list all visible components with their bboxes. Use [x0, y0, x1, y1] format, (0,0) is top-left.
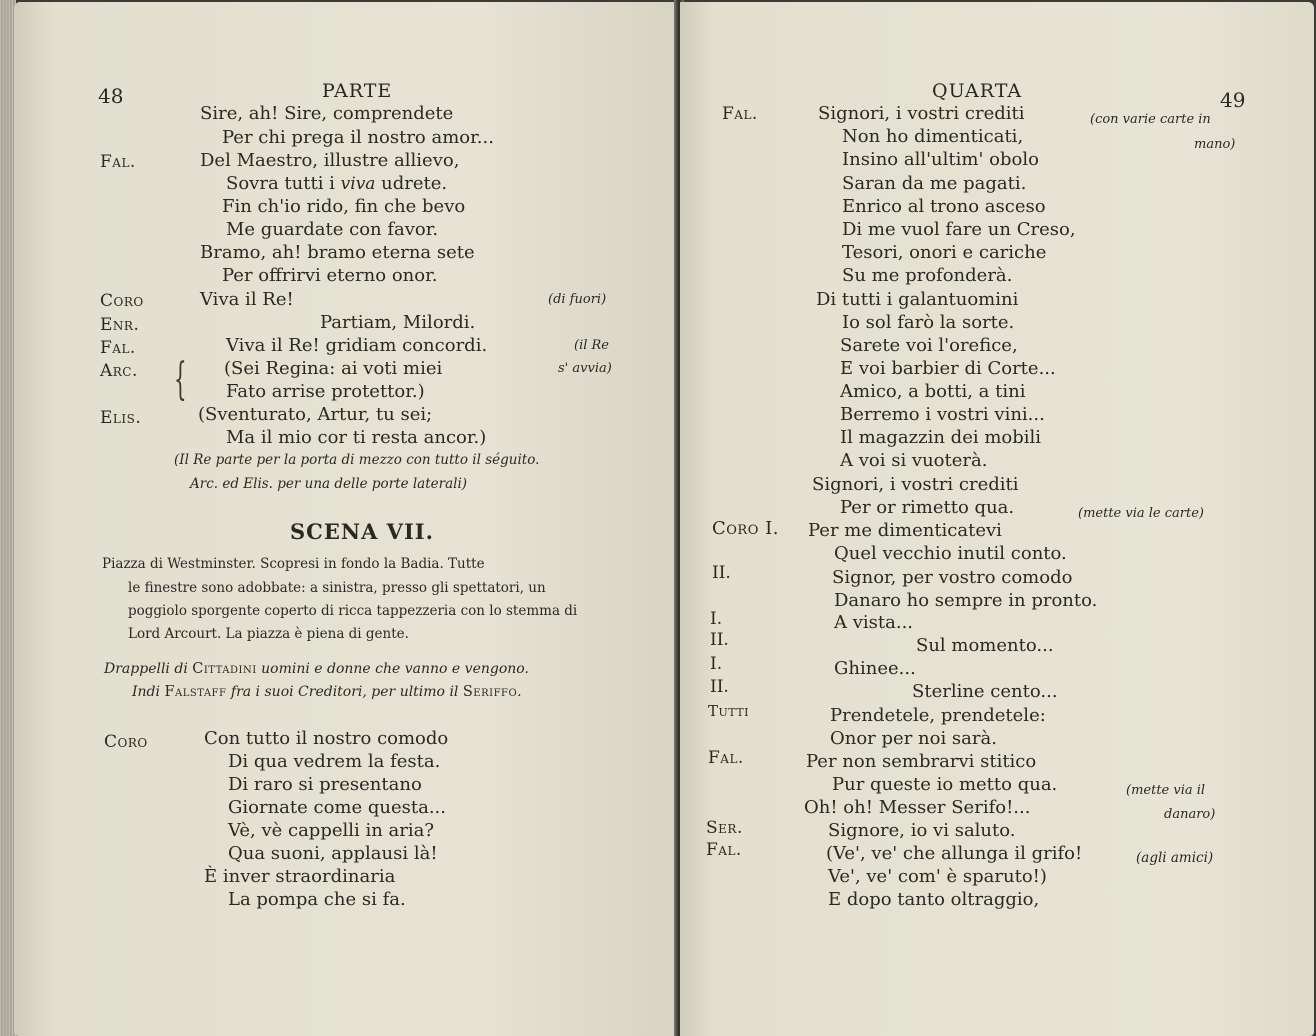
verse-line: Ma il mio cor ti resta ancor.) [226, 427, 487, 448]
setting-line: Lord Arcourt. La piazza è piena di gente. [128, 626, 409, 642]
setting-line: le finestre sono adobbate: a sinistra, presso gli spettatori, un [128, 580, 546, 596]
character-list: Indi Falstaff fra i suoi Creditori, per ultimo il Seriffo. [132, 684, 522, 700]
speaker: Fal. [706, 840, 742, 860]
verse-line: Per chi prega il nostro amor... [222, 127, 494, 148]
verse-line: Sarete voi l'orefice, [840, 335, 1018, 356]
stage-direction: s' avvia) [558, 361, 612, 376]
speaker: I. [710, 609, 723, 629]
verse-line: Di me vuol fare un Creso, [842, 219, 1076, 240]
verse-line: Di tutti i galantuomini [816, 289, 1019, 310]
verse-line: Di qua vedrem la festa. [228, 751, 441, 772]
verse-line: Quel vecchio inutil conto. [834, 543, 1067, 564]
stage-direction: (mette via il [1126, 783, 1206, 798]
verse-line: Del Maestro, illustre allievo, [200, 150, 460, 171]
verse-line: Di raro si presentano [228, 774, 422, 795]
verse-line: Fato arrise protettor.) [226, 381, 425, 402]
setting-line: poggiolo sporgente coperto di ricca tappezzeria con lo stemma di [128, 603, 578, 619]
verse-line: A vista... [834, 612, 914, 633]
stage-direction: mano) [1194, 137, 1236, 152]
verse-line: Saran da me pagati. [842, 173, 1027, 194]
left-page [14, 2, 678, 1036]
speaker: II. [710, 630, 729, 650]
stage-direction: (il Re [574, 338, 610, 353]
verse-line: Sul momento... [916, 635, 1054, 656]
verse-line: Prendetele, prendetele: [830, 705, 1046, 726]
verse-line: Pur queste io metto qua. [832, 774, 1058, 795]
speaker: Fal. [708, 748, 744, 768]
verse-line: Fin ch'io rido, fin che bevo [222, 196, 466, 217]
verse-line: Enrico al trono asceso [842, 196, 1046, 217]
verse-line: Giornate come questa... [228, 797, 447, 818]
verse-line: Signore, io vi saluto. [828, 820, 1016, 841]
verse-line: Io sol farò la sorte. [842, 312, 1015, 333]
scene-title: SCENA VII. [290, 519, 434, 544]
verse-line: Ve', ve' com' è sparuto!) [828, 866, 1047, 887]
verse-line: Amico, a botti, a tini [840, 381, 1026, 402]
verse-line: Sovra tutti i viva udrete. [226, 173, 448, 194]
verse-line: Viva il Re! gridiam concordi. [226, 335, 488, 356]
verse-line: È inver straordinaria [204, 866, 396, 887]
speaker: Fal. [100, 338, 136, 358]
page-number: 49 [1220, 88, 1246, 112]
stage-direction: (mette via le carte) [1078, 506, 1204, 521]
speaker: Coro [100, 291, 144, 311]
page-number: 48 [98, 84, 124, 108]
speaker: I. [710, 654, 723, 674]
speaker: Elis. [100, 408, 142, 428]
verse-line: Signori, i vostri crediti [812, 474, 1019, 495]
verse-line: A voi si vuoterà. [840, 450, 988, 471]
verse-line: Berremo i vostri vini... [840, 404, 1045, 425]
verse-line: Viva il Re! [200, 289, 294, 310]
verse-line: E dopo tanto oltraggio, [828, 889, 1040, 910]
verse-line: (Sei Regina: ai voti miei [224, 358, 443, 379]
verse-line: Me guardate con favor. [226, 219, 439, 240]
verse-line: Sterline cento... [912, 681, 1058, 702]
verse-line: Per or rimetto qua. [840, 497, 1015, 518]
setting-line: Piazza di Westminster. Scopresi in fondo la Badia. Tutte [102, 556, 485, 572]
verse-line: Oh! oh! Messer Serifo!... [804, 797, 1031, 818]
verse-line: Il magazzin dei mobili [840, 427, 1042, 448]
verse-line: (Sventurato, Artur, tu sei; [198, 404, 433, 425]
verse-line: Non ho dimenticati, [842, 126, 1024, 147]
verse-line: Signori, i vostri crediti [818, 103, 1025, 124]
speaker: Coro I. [712, 518, 779, 539]
verse-line: Ghinee... [834, 658, 916, 679]
stage-direction: (di fuori) [548, 292, 607, 307]
speaker: Enr. [100, 315, 140, 335]
verse-line: Per non sembrarvi stitico [806, 751, 1037, 772]
speaker: II. [712, 563, 731, 583]
stage-direction: Arc. ed Elis. per una delle porte laterali) [190, 476, 468, 492]
verse-line: Per offrirvi eterno onor. [222, 265, 438, 286]
brace: { [174, 354, 187, 405]
verse-line: Insino all'ultim' obolo [842, 149, 1039, 170]
stage-direction: (con varie carte in [1090, 112, 1211, 127]
stage-direction: (Il Re parte per la porta di mezzo con tutto il séguito. [174, 452, 540, 468]
verse-line: E voi barbier di Corte... [840, 358, 1056, 379]
character-list: Drappelli di Cittadini uomini e donne che vanno e vengono. [104, 661, 529, 677]
verse-line: Partiam, Milordi. [320, 312, 476, 333]
speaker: Arc. [100, 361, 138, 381]
verse-line: Sire, ah! Sire, comprendete [200, 103, 454, 124]
stage-direction: danaro) [1164, 807, 1216, 822]
verse-line: Su me profonderà. [842, 265, 1013, 286]
right-page [680, 2, 1314, 1036]
verse-line: Per me dimenticatevi [808, 520, 1002, 541]
verse-line: Con tutto il nostro comodo [204, 728, 449, 749]
verse-line: Danaro ho sempre in pronto. [834, 590, 1098, 611]
running-head: PARTE [322, 80, 393, 102]
verse-line: La pompa che si fa. [228, 889, 406, 910]
verse-line: Onor per noi sarà. [830, 728, 997, 749]
verse-line: (Ve', ve' che allunga il grifo! [826, 843, 1083, 864]
speaker: Fal. [100, 152, 136, 172]
verse-line: Qua suoni, applausi là! [228, 843, 438, 864]
speaker: Tutti [708, 702, 749, 720]
stage-direction: (agli amici) [1136, 850, 1214, 866]
speaker: Fal. [722, 104, 758, 124]
running-head: QUARTA [932, 80, 1023, 102]
speaker: II. [710, 677, 729, 697]
verse-line: Signor, per vostro comodo [832, 567, 1073, 588]
speaker: Ser. [706, 818, 743, 838]
speaker: Coro [104, 732, 148, 752]
verse-line: Bramo, ah! bramo eterna sete [200, 242, 475, 263]
verse-line: Tesori, onori e cariche [842, 242, 1047, 263]
verse-line: Vè, vè cappelli in aria? [228, 820, 435, 841]
